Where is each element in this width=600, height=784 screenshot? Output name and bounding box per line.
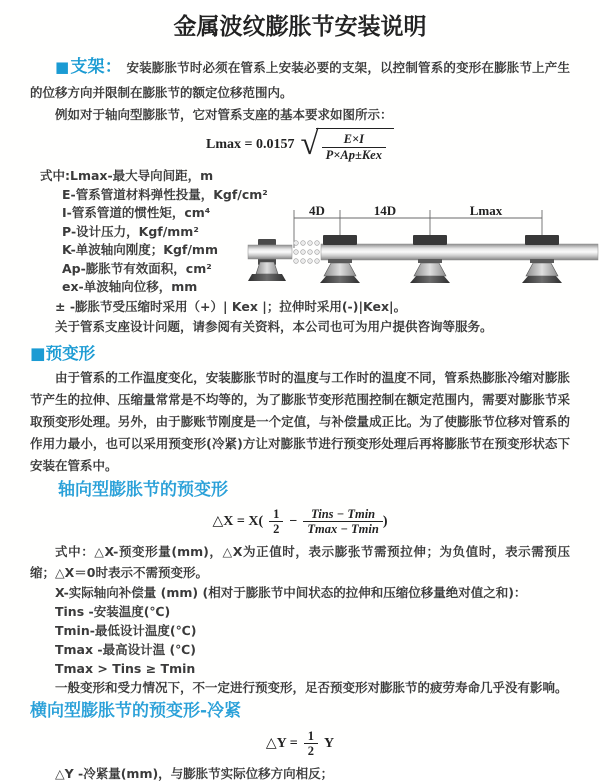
fraction-numerator: E×I [322,132,386,147]
fraction-half [304,729,318,759]
page-title: 金属波纹膨胀节安装说明 [173,14,427,40]
axial-item: Tmin-最低设计温度(℃) [55,622,197,638]
formula-axial-lhs: △X = X( [212,514,264,529]
section-heading-preform [30,343,570,365]
fraction-denominator: 2 [273,522,280,536]
section-label-support-text: 支架： [70,57,122,77]
definition-line: I-管系管道的惯性矩，cm⁴ [62,205,211,220]
formula-axial-close: ) [382,513,388,529]
definition-line: Ap-膨胀节有效面积，cm² [62,260,212,276]
radicand [316,128,394,162]
subheading-lateral: 横向型膨胀节的预变形-冷紧 [30,700,242,721]
fraction-temperature [303,507,382,537]
axial-item: X-实际轴向补偿量 (mm) (相对于膨胀节中间状态的拉伸和压缩位移量绝对值之和)： [55,584,527,600]
definition-line: 式中:Lmax-最大导向间距，m [40,168,214,183]
support-paragraph [30,55,570,105]
dim-label-lmax: Lmax [469,203,503,218]
dim-label-4d: 4D [309,203,325,218]
definition-line: P-设计压力，Kgf/mm² [62,223,199,239]
consult-note: 关于管系支座设计问题，请参阅有关资料，本公司也可为用户提供咨询等服务。 [55,318,493,334]
definition-line: ex-单波轴向位移，mm [62,279,198,294]
pipe-stub [248,245,292,259]
fraction-denominator: 2 [307,744,314,758]
formula-lmax [30,125,570,165]
radical-sign: √ [300,126,319,163]
fraction [322,132,386,162]
definition-line: E-管系管道材料弹性投量，Kgf/cm² [62,186,268,202]
formula-lateral [30,728,570,760]
sqrt-radical [301,128,394,162]
support-text: 安装膨胀节时必须在管系上安装必要的支架，以控制管系的变形在膨胀节上产生的位移方向并限制在膨胀节的额定位移范围内。 [30,60,570,100]
plusminus-note: ± -膨胀节受压缩时采用（+）| Kex |；拉伸时采用(-)|Kex|。 [55,298,407,314]
section-label-support [55,57,122,77]
formula-axial [30,505,570,539]
minus-sign: − [289,513,298,529]
section-heading-preform-text: 预变形 [45,343,96,363]
axial-tail-note: 一般变形和受力情况下，不一定进行预变形，足否预变形对膨胀节的疲劳寿命几乎没有影响。 [55,679,568,695]
pipe-support-diagram [246,204,598,300]
blue-square-bullet: ■ [55,58,70,76]
axial-item-list [30,583,570,678]
document-page [0,12,600,781]
axial-item: Tmax -最高设计温 (℃) [55,641,197,657]
main-pipe [321,244,598,260]
fraction-denominator: P×Ap±Kex [325,147,382,162]
subheading-axial: 轴向型膨胀节的预变形 [58,479,228,500]
preform-paragraph: 由于管系的工作温度变化，安装膨胀节时的温度与工作时的温度不同，管系热膨胀冷缩对膨胀节产生的拉伸、压缩量常常是不均等的，为了膨胀节变形范围控制在额定范围内，需要对膨胀节采取预变形处理。另外，由于膨账节刚度是一个定值，与补偿量成正比。为了使膨胀节位移对管系的作用力最小，也可以采用预变形(冷紧)方让对膨胀节进行预变形处理后再将膨胀节在预变形状态下安装在管系中。 [30,369,570,473]
axial-item: Tmax > Tins ≥ Tmin [55,660,196,676]
lateral-note: △Y -冷紧量(mm)，与膨胀节实际位移方向相反； [55,765,334,781]
axial-item: Tins -安装温度(℃) [55,603,171,619]
formula-lmax-lhs: Lmax = 0.0157 [206,137,295,152]
fraction-numerator: 1 [269,507,283,522]
support-example-line: 例如对于轴向型膨胀节，它对管系支座的基本要求如图所示： [55,107,393,122]
fraction-numerator: 1 [304,729,318,744]
fraction-half [269,507,283,537]
dim-label-14d: 14D [373,203,397,218]
axial-note: 式中：△X-预变形量(mm)，△X为正值时，表示膨张节需预拉伸；为负值时，表示需预压缩；△X＝0时表示不需预变形。 [30,543,570,580]
fraction-denominator: Tmax − Tmin [307,522,379,536]
bellows-coils [294,241,320,264]
definition-line: K-单波轴向刚度；Kgf/mm [62,242,218,257]
blue-square-bullet: ■ [30,343,46,363]
formula-lateral-lhs: △Y = [265,736,298,751]
formula-lateral-rhs: Y [323,735,335,751]
fraction-numerator: Tins − Tmin [303,507,382,522]
